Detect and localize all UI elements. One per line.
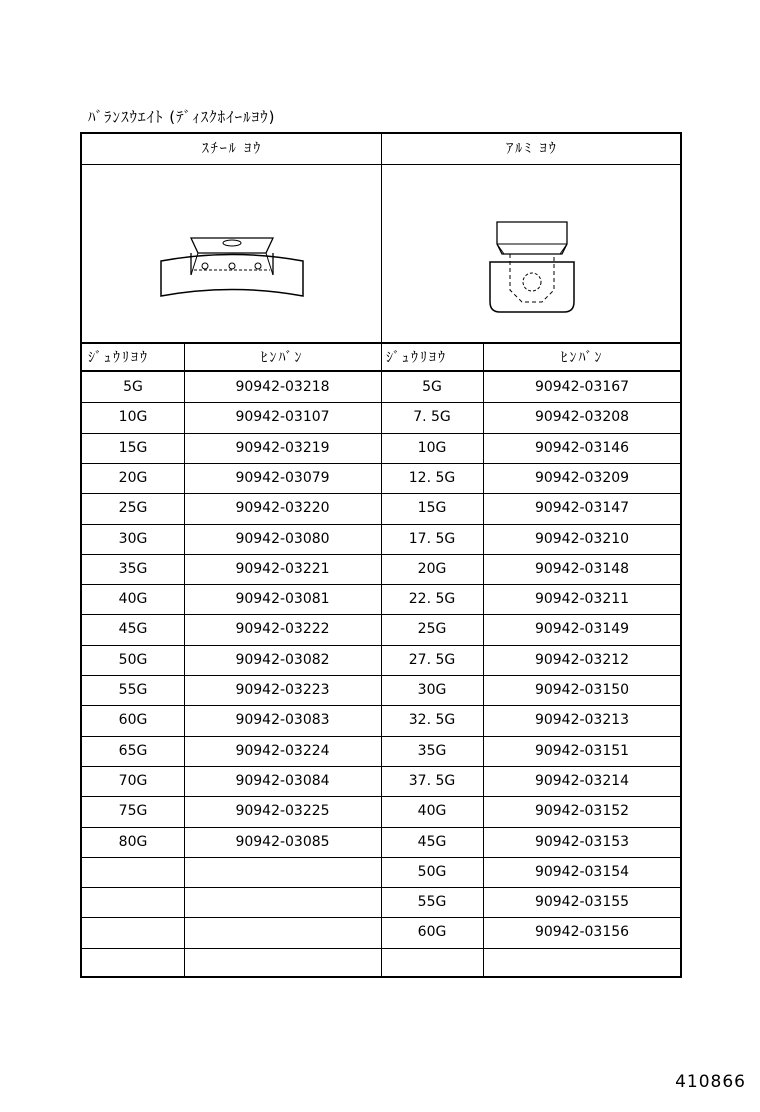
- steel-weight-cell: 50G: [118, 651, 148, 668]
- aluminum-part-number-cell: 90942-03152: [534, 803, 630, 820]
- divider: [184, 342, 185, 976]
- steel-weight-cell: [82, 857, 184, 887]
- aluminum-part-number-cell: 90942-03154: [534, 863, 630, 880]
- steel-weight-cell: 15G: [118, 439, 148, 456]
- steel-weight-cell: 55G: [118, 682, 148, 698]
- aluminum-weight-cell: 25G: [417, 621, 447, 638]
- aluminum-weight-cell: 40G: [417, 803, 447, 820]
- aluminum-weight-cell: 5G: [422, 379, 442, 395]
- steel-part-number-cell: [184, 948, 381, 978]
- balance-weight-table: [80, 132, 682, 978]
- steel-part-number-cell: 90942-03081: [235, 591, 330, 608]
- aluminum-weight-illustration: [482, 214, 582, 324]
- aluminum-part-number-cell: 90942-03212: [534, 651, 630, 668]
- aluminum-weight-col-header: ｼﾞｭｳﾘﾖｳ: [386, 350, 447, 366]
- aluminum-part-number-cell: 90942-03208: [534, 409, 630, 426]
- aluminum-part-number-cell: 90942-03147: [534, 500, 630, 517]
- steel-part-number-cell: 90942-03084: [235, 772, 330, 789]
- aluminum-weight-cell: 17. 5G: [408, 530, 456, 547]
- page-title: ﾊﾞﾗﾝｽｳｴｲﾄ (ﾃﾞｨｽｸﾎｲｰﾙﾖｳ): [88, 108, 276, 126]
- aluminum-weight-cell: 45G: [417, 833, 447, 850]
- aluminum-weight-cell: [382, 948, 482, 978]
- aluminum-weight-cell: 50G: [417, 863, 447, 880]
- aluminum-weight-cell: 30G: [417, 682, 447, 698]
- aluminum-weight-cell: 27. 5G: [408, 651, 456, 668]
- steel-weight-cell: 45G: [118, 621, 148, 638]
- divider: [381, 134, 382, 976]
- aluminum-part-number-cell: 90942-03146: [534, 439, 630, 456]
- steel-part-number-cell: 90942-03082: [235, 651, 330, 668]
- steel-part-number-cell: [184, 887, 381, 917]
- steel-part-number-cell: 90942-03085: [235, 833, 330, 850]
- aluminum-weight-cell: 55G: [417, 894, 447, 911]
- steel-weight-col-header: ｼﾞｭｳﾘﾖｳ: [88, 350, 149, 366]
- steel-weight-illustration: [152, 224, 312, 314]
- aluminum-part-number-cell: 90942-03150: [534, 682, 630, 698]
- steel-part-number-cell: 90942-03083: [235, 712, 330, 729]
- aluminum-part-number-cell: 90942-03156: [534, 924, 630, 941]
- aluminum-part-number-cell: 90942-03214: [534, 772, 630, 789]
- steel-part-number-cell: 90942-03218: [235, 379, 330, 395]
- aluminum-part-number-cell: 90942-03148: [534, 560, 630, 577]
- steel-section-header: ｽﾁｰﾙ ﾖｳ: [201, 141, 263, 157]
- steel-weight-cell: 35G: [118, 560, 148, 577]
- aluminum-weight-cell: 32. 5G: [408, 712, 456, 729]
- aluminum-weight-cell: 10G: [417, 439, 447, 456]
- aluminum-weight-cell: 20G: [417, 560, 447, 577]
- steel-part-number-cell: 90942-03221: [235, 560, 330, 577]
- steel-weight-cell: 75G: [118, 803, 148, 820]
- steel-part-number-cell: [184, 857, 381, 887]
- steel-weight-cell: 25G: [118, 500, 148, 517]
- aluminum-part-number-cell: 90942-03151: [534, 742, 630, 759]
- steel-weight-cell: 70G: [118, 772, 148, 789]
- aluminum-part-col-header: ﾋﾝﾊﾞﾝ: [560, 350, 604, 366]
- steel-part-number-cell: 90942-03222: [235, 621, 330, 638]
- steel-weight-cell: 80G: [118, 833, 148, 850]
- aluminum-weight-cell: 37. 5G: [408, 772, 456, 789]
- steel-weight-cell: [82, 887, 184, 917]
- steel-part-number-cell: 90942-03220: [235, 500, 330, 517]
- steel-weight-cell: [82, 917, 184, 947]
- aluminum-part-number-cell: 90942-03149: [534, 621, 630, 638]
- aluminum-weight-cell: 15G: [417, 500, 447, 517]
- steel-part-number-cell: 90942-03079: [235, 469, 330, 486]
- steel-part-number-cell: 90942-03223: [235, 682, 330, 698]
- aluminum-weight-cell: 35G: [417, 742, 447, 759]
- steel-part-number-cell: 90942-03107: [235, 409, 330, 426]
- aluminum-part-number-cell: 90942-03213: [534, 712, 630, 729]
- steel-part-number-cell: 90942-03225: [235, 803, 330, 820]
- aluminum-weight-cell: 22. 5G: [408, 591, 456, 608]
- aluminum-part-number-cell: 90942-03210: [534, 530, 630, 547]
- steel-part-number-cell: 90942-03219: [235, 439, 330, 456]
- steel-weight-cell: 65G: [118, 742, 148, 759]
- document-number: 410866: [675, 1072, 746, 1092]
- aluminum-part-number-cell: 90942-03153: [534, 833, 630, 850]
- steel-weight-cell: 40G: [118, 591, 148, 608]
- steel-part-number-cell: [184, 917, 381, 947]
- steel-part-col-header: ﾋﾝﾊﾞﾝ: [260, 350, 304, 366]
- steel-weight-cell: 5G: [123, 379, 143, 395]
- steel-weight-cell: 30G: [118, 530, 148, 547]
- aluminum-weight-cell: 7. 5G: [413, 409, 451, 426]
- steel-part-number-cell: 90942-03224: [235, 742, 330, 759]
- steel-weight-cell: 20G: [118, 469, 148, 486]
- steel-weight-cell: 10G: [118, 409, 148, 426]
- steel-weight-cell: [82, 948, 184, 978]
- aluminum-part-number-cell: 90942-03211: [534, 591, 630, 608]
- aluminum-part-number-cell: 90942-03209: [534, 469, 630, 486]
- aluminum-part-number-cell: 90942-03167: [534, 379, 630, 395]
- steel-part-number-cell: 90942-03080: [235, 530, 330, 547]
- aluminum-weight-cell: 60G: [417, 924, 447, 941]
- aluminum-weight-cell: 12. 5G: [408, 469, 456, 486]
- aluminum-part-number-cell: 90942-03155: [534, 894, 630, 911]
- divider: [483, 342, 484, 976]
- steel-weight-cell: 60G: [118, 712, 148, 729]
- aluminum-part-number-cell: [484, 948, 680, 978]
- aluminum-section-header: ｱﾙﾐ ﾖｳ: [506, 141, 558, 157]
